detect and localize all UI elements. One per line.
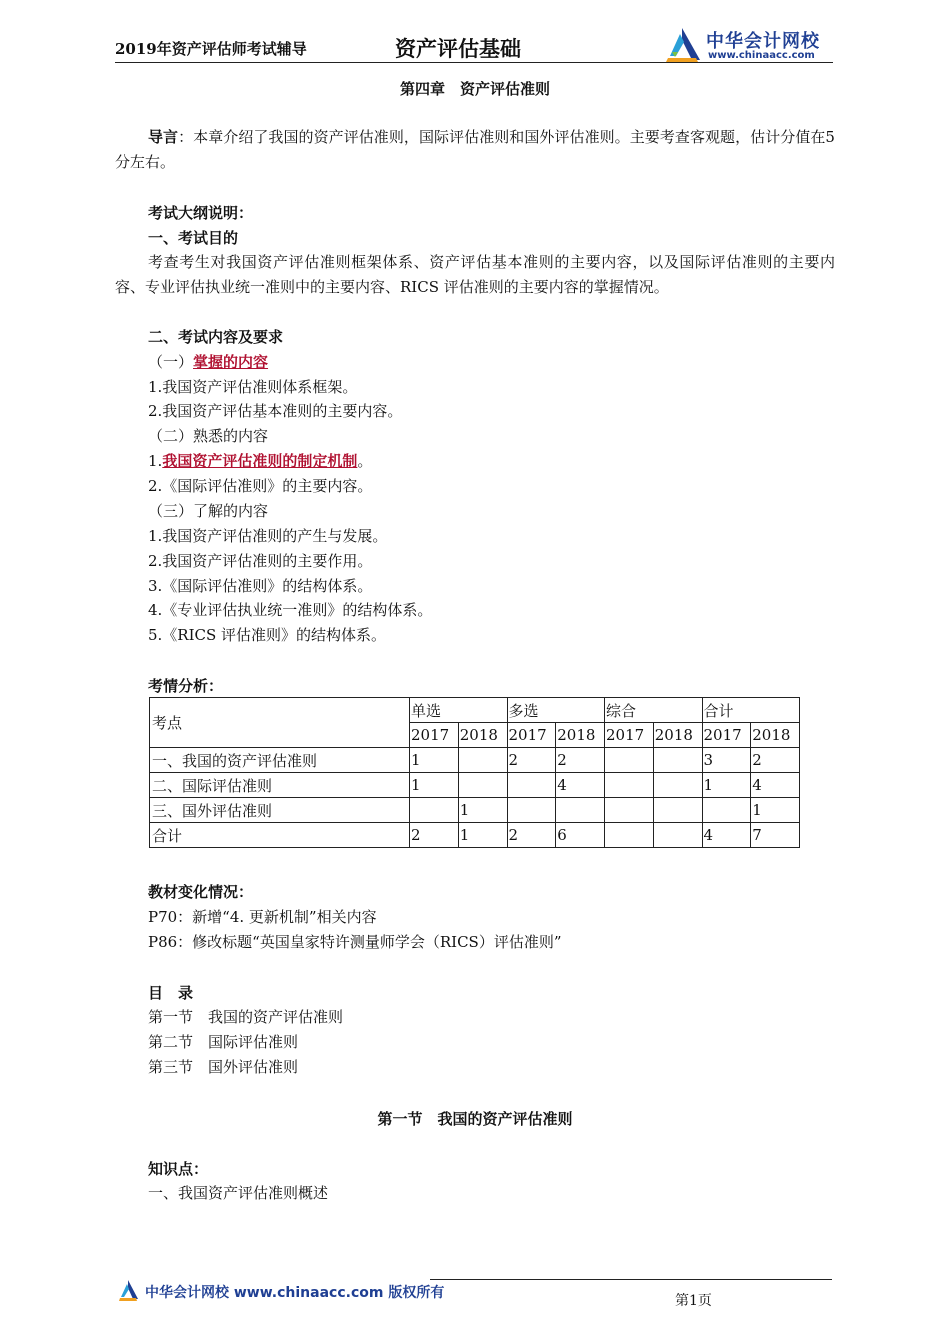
header-subject: 资产评估基础 — [395, 36, 521, 61]
chapter-title: 第四章 资产评估准则 — [399, 80, 550, 98]
table-cell: 4 — [702, 823, 751, 848]
table-cell: 1 — [410, 773, 459, 798]
table-cell — [605, 823, 654, 848]
knowledge-item: 一、我国资产评估准则概述 — [148, 1184, 329, 1202]
table-cell: 2 — [556, 748, 605, 773]
familiar-item-highlight: 我国资产评估准则的制定机制 — [162, 452, 358, 470]
intro-text: ：本章介绍了我国的资产评估准则，国际评估准则和国外评估准则。主要考查客观题，估计分值在5分左右。 — [115, 128, 835, 171]
table-cell — [605, 748, 654, 773]
change-item: P86：修改标题“英国皇家特许测量师学会（RICS）评估准则” — [148, 933, 562, 951]
intro-paragraph — [115, 125, 835, 175]
master-label-line — [148, 350, 268, 374]
master-item: 2.我国资产评估基本准则的主要内容。 — [148, 402, 403, 420]
table-year-header: 2017 — [410, 723, 459, 748]
intro-label: 导言 — [148, 128, 179, 146]
table-cell — [507, 773, 556, 798]
table-year-header: 2017 — [507, 723, 556, 748]
table-corner: 考点 — [150, 698, 410, 748]
table-year-header: 2017 — [702, 723, 751, 748]
table-cell: 1 — [751, 798, 800, 823]
outline-heading: 考试大纲说明： — [148, 204, 254, 222]
table-cell: 4 — [556, 773, 605, 798]
table-year-header: 2018 — [556, 723, 605, 748]
table-year-header: 2018 — [751, 723, 800, 748]
familiar-item — [148, 449, 372, 473]
table-year-header: 2018 — [653, 723, 702, 748]
footer-divider — [430, 1279, 832, 1280]
understand-item: 3.《国际评估准则》的结构体系。 — [148, 577, 373, 595]
purpose-heading: 一、考试目的 — [148, 229, 239, 247]
footer-copyright: 中华会计网校 www.chinaacc.com 版权所有 — [145, 1285, 445, 1301]
page-number: 第1页 — [675, 1293, 712, 1309]
table-group-header: 单选 — [410, 698, 508, 723]
toc-item: 第一节 我国的资产评估准则 — [148, 1008, 344, 1026]
logo-mark-icon — [662, 26, 704, 66]
table-cell — [653, 773, 702, 798]
familiar-item-suffix: 。 — [357, 452, 373, 470]
table-cell: 3 — [702, 748, 751, 773]
purpose-paragraph: 考查考生对我国资产评估准则框架体系、资产评估基本准则的主要内容，以及国际评估准则的主要内容、专业评估执业统一准则中的主要内容、RICS 评估准则的主要内容的掌握情况。 — [115, 253, 835, 296]
table-group-header: 合计 — [702, 698, 800, 723]
table-cell: 2 — [751, 748, 800, 773]
knowledge-heading: 知识点： — [148, 1160, 209, 1178]
table-cell — [653, 798, 702, 823]
table-cell — [458, 748, 507, 773]
table-row — [150, 773, 800, 798]
toc-heading: 目 录 — [148, 984, 194, 1002]
table-cell: 2 — [410, 823, 459, 848]
content-heading: 二、考试内容及要求 — [148, 328, 284, 346]
understand-item: 4.《专业评估执业统一准则》的结构体系。 — [148, 601, 433, 619]
section-title: 第一节 我国的资产评估准则 — [377, 1110, 573, 1128]
header-exam-title: 2019年资产评估师考试辅导 — [115, 40, 307, 58]
table-year-header: 2017 — [605, 723, 654, 748]
table-cell — [410, 798, 459, 823]
table-cell — [458, 773, 507, 798]
familiar-item-prefix: 1. — [148, 452, 163, 470]
table-cell — [653, 823, 702, 848]
familiar-item: 2.《国际评估准则》的主要内容。 — [148, 477, 373, 495]
toc-item: 第三节 国外评估准则 — [148, 1058, 299, 1076]
change-item: P70：新增“4. 更新机制”相关内容 — [148, 908, 377, 926]
table-cell: 4 — [751, 773, 800, 798]
table-cell — [605, 773, 654, 798]
table-cell — [653, 748, 702, 773]
table-row — [150, 823, 800, 848]
table-cell: 1 — [458, 823, 507, 848]
chinaacc-logo — [662, 26, 837, 66]
changes-heading: 教材变化情况： — [148, 883, 254, 901]
table-cell — [702, 798, 751, 823]
analysis-table — [149, 697, 800, 848]
table-group-header: 多选 — [507, 698, 605, 723]
table-cell: 1 — [702, 773, 751, 798]
toc-item: 第二节 国际评估准则 — [148, 1033, 299, 1051]
table-cell: 2 — [507, 748, 556, 773]
table-header-row — [150, 698, 800, 723]
table-cell: 1 — [410, 748, 459, 773]
footer-logo-icon — [117, 1279, 139, 1303]
table-group-header: 综合 — [605, 698, 703, 723]
table-cell: 7 — [751, 823, 800, 848]
table-row-label: 合计 — [150, 823, 410, 848]
table-cell: 2 — [507, 823, 556, 848]
table-cell: 1 — [458, 798, 507, 823]
understand-item: 5.《RICS 评估准则》的结构体系。 — [148, 626, 387, 644]
familiar-label: （二）熟悉的内容 — [148, 427, 269, 445]
understand-label: （三）了解的内容 — [148, 502, 269, 520]
table-cell — [507, 798, 556, 823]
understand-item: 2.我国资产评估准则的主要作用。 — [148, 552, 373, 570]
table-row-label: 二、国际评估准则 — [150, 773, 410, 798]
master-label: 掌握的内容 — [193, 353, 269, 371]
table-cell — [556, 798, 605, 823]
table-row-label: 三、国外评估准则 — [150, 798, 410, 823]
table-year-header: 2018 — [458, 723, 507, 748]
analysis-heading: 考情分析： — [148, 677, 224, 695]
table-row — [150, 748, 800, 773]
understand-item: 1.我国资产评估准则的产生与发展。 — [148, 527, 388, 545]
table-cell — [605, 798, 654, 823]
table-cell: 6 — [556, 823, 605, 848]
table-row — [150, 798, 800, 823]
table-row-label: 一、我国的资产评估准则 — [150, 748, 410, 773]
logo-url: www.chinaacc.com — [708, 50, 815, 61]
master-item: 1.我国资产评估准则体系框架。 — [148, 378, 358, 396]
logo-name: 中华会计网校 — [706, 31, 820, 52]
master-prefix: （一） — [148, 353, 194, 371]
